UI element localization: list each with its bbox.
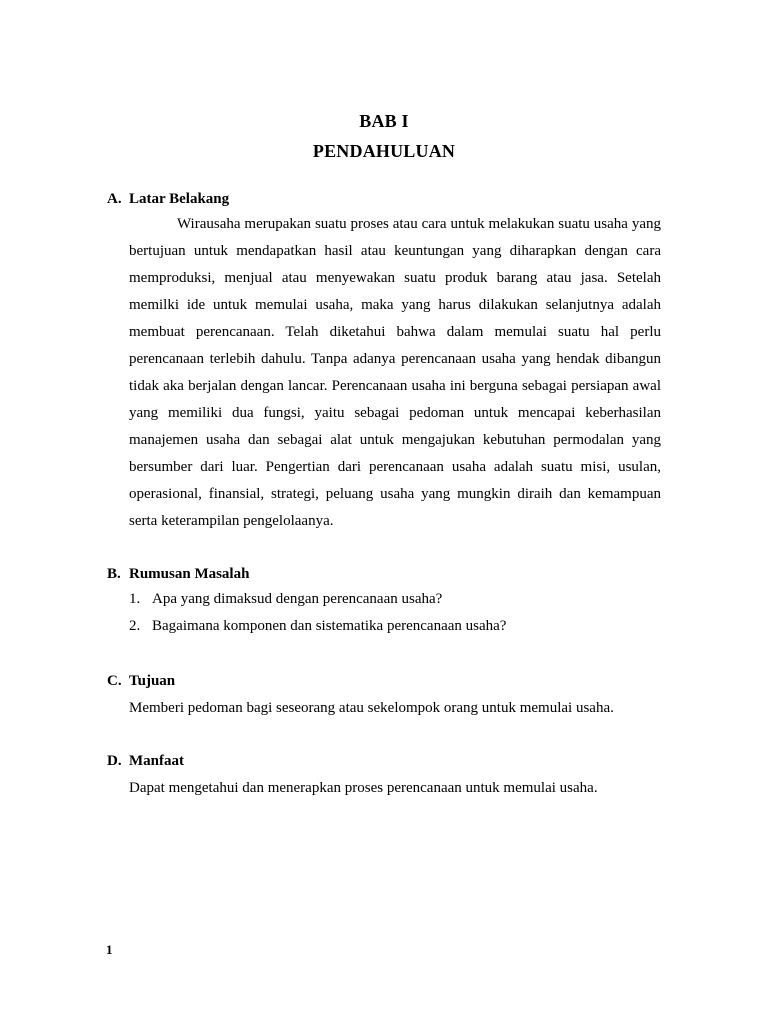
- rumusan-list: [129, 586, 669, 640]
- list-number: 2.: [129, 618, 141, 634]
- manfaat-text: Dapat mengetahui dan menerapkan proses perencanaan untuk memulai usaha.: [129, 780, 598, 796]
- page-number: 1: [106, 942, 113, 957]
- paragraph-text: Wirausaha merupakan suatu proses atau cara untuk melakukan suatu usaha yang bertujuan untuk mendapatkan hasil atau keuntungan yang diharapkan dengan cara memproduksi, menjual atau menyewakan suatu produk barang atau jasa. Setelah memilki ide untuk memulai usaha, maka yang harus dilakukan selanjutnya adalah membuat perencanaan. Telah diketahui bahwa dalam memulai suatu hal perlu perencanaan terlebih dahulu. Tanpa adanya perencanaan usaha yang hendak dibangun tidak aka berjalan dengan lancar. Perencanaan usaha ini berguna sebagai persiapan awal yang memiliki dua fungsi, yaitu sebagai pedoman untuk mencapai keberhasilan manajemen usaha dan sebagai alat untuk mengajukan kebutuhan permodalan yang bersumber dari luar. Pengertian dari perencanaan usaha adalah suatu misi, usulan, operasional, finansial, strategi, peluang usaha yang mungkin diraih dan kemampuan serta keterampilan pengelolaanya.: [129, 216, 661, 529]
- section-letter: D.: [107, 753, 122, 769]
- section-heading-manfaat: [107, 753, 184, 770]
- list-text: Apa yang dimaksud dengan perencanaan usaha?: [152, 591, 443, 607]
- list-item: [129, 586, 669, 613]
- list-text: Bagaimana komponen dan sistematika perencanaan usaha?: [152, 618, 507, 634]
- list-item: [129, 613, 669, 640]
- tujuan-text: Memberi pedoman bagi seseorang atau sekelompok orang untuk memulai usaha.: [129, 700, 614, 716]
- section-title: Rumusan Masalah: [129, 566, 250, 582]
- section-letter: C.: [107, 673, 122, 689]
- section-title: Latar Belakang: [129, 191, 230, 207]
- chapter-number: BAB I: [359, 111, 409, 131]
- section-heading-tujuan: [107, 673, 175, 690]
- section-letter: A.: [107, 191, 122, 207]
- section-heading-latar-belakang: [107, 191, 229, 208]
- chapter-title: PENDAHULUAN: [312, 141, 456, 161]
- section-heading-rumusan-masalah: [107, 566, 249, 583]
- section-title: Manfaat: [129, 753, 184, 769]
- list-number: 1.: [129, 591, 141, 607]
- section-title: Tujuan: [129, 673, 176, 689]
- paragraph-latar-belakang: [129, 211, 661, 535]
- section-letter: B.: [107, 566, 121, 582]
